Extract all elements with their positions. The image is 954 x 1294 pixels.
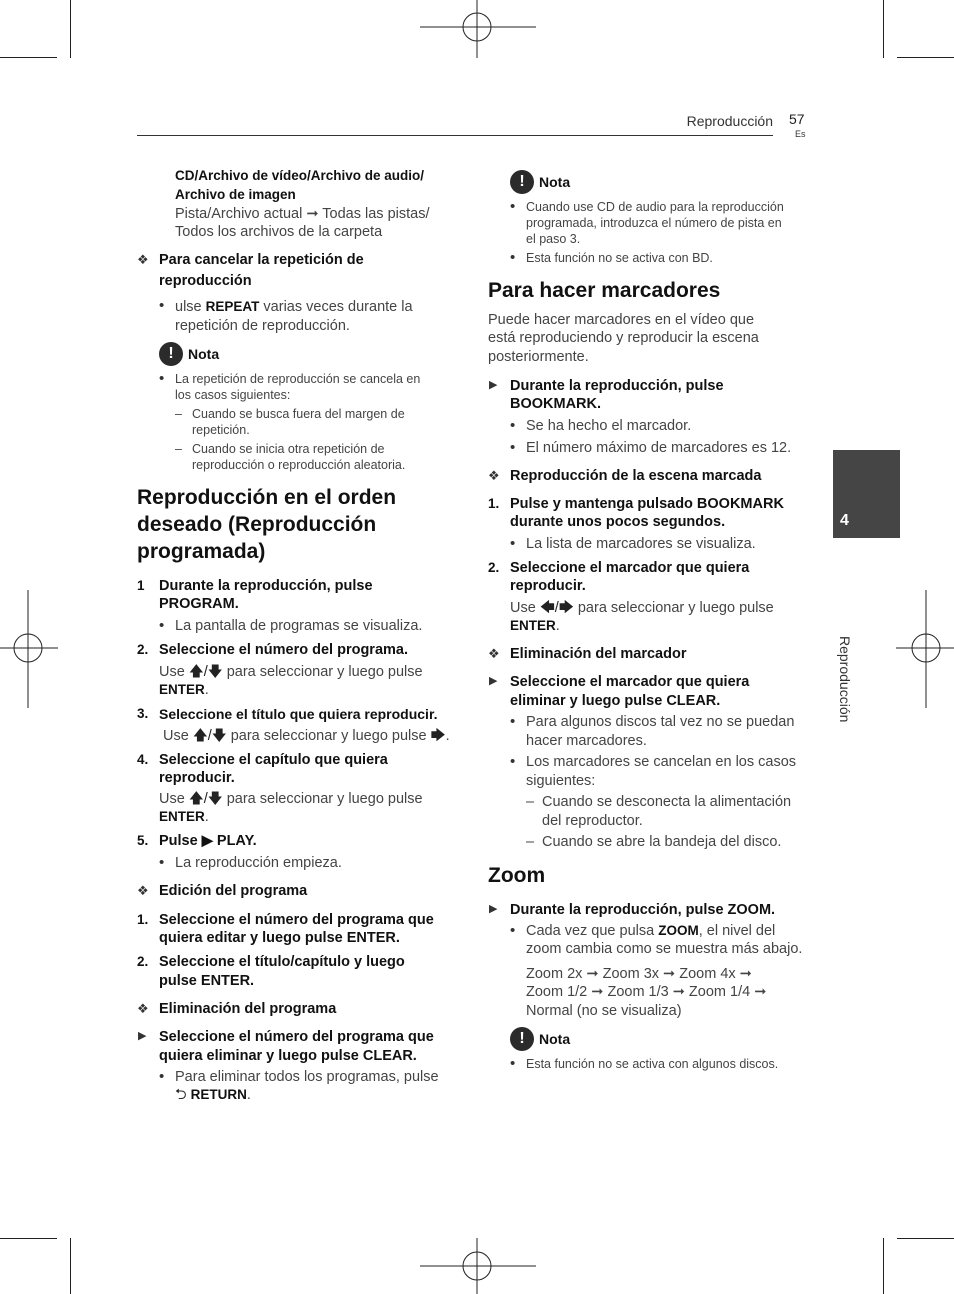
note-text: Cuando se busca fuera del margen de xyxy=(192,407,405,421)
note-text: programada, introduzca el número de pista en xyxy=(526,216,782,230)
registration-mark-icon xyxy=(420,1238,536,1294)
bullet-text: ⮌ RETURN. xyxy=(175,1087,251,1103)
step-text: Seleccione el número del programa. xyxy=(159,642,408,658)
section-heading: Para hacer marcadores xyxy=(488,279,721,302)
bullet-text: repetición de reproducción. xyxy=(175,318,350,334)
subheading: Para cancelar la repetición de xyxy=(159,252,364,268)
header-rule xyxy=(137,135,773,136)
note-text: Esta función no se activa con BD. xyxy=(526,251,713,265)
bullet-icon: • xyxy=(159,617,165,634)
up-down-arrow-icon: 🡅/🡇 xyxy=(192,728,227,744)
subheading: Eliminación del programa xyxy=(159,1001,337,1017)
triangle-icon: ▶ xyxy=(489,675,498,687)
bullet-text: Se ha hecho el marcador. xyxy=(526,418,692,434)
note-text: La repetición de reproducción se cancela en xyxy=(175,372,421,386)
bullet-icon: • xyxy=(159,854,165,871)
section-heading: Zoom xyxy=(488,864,546,887)
chapter-number: 4 xyxy=(840,512,849,529)
step-text: quiera eliminar y luego pulse CLEAR. xyxy=(159,1048,417,1064)
step-number: 3. xyxy=(137,706,149,721)
step-text: reproducir. xyxy=(510,578,586,594)
step-number: 2. xyxy=(137,642,149,657)
left-right-arrow-icon: 🡄/🡆 xyxy=(539,600,574,616)
right-arrow-icon: 🡆 xyxy=(430,728,446,744)
step-text: PROGRAM. xyxy=(159,596,239,612)
step-text: Seleccione el título que quiera reproducir. xyxy=(159,706,438,722)
note-label: Nota xyxy=(188,346,220,362)
language-code: Es xyxy=(795,129,806,139)
triangle-icon: ▶ xyxy=(489,379,498,391)
cd-title: CD/Archivo de vídeo/Archivo de audio/ xyxy=(175,168,425,183)
diamond-icon: ❖ xyxy=(137,252,149,267)
step-text: Durante la reproducción, pulse xyxy=(510,378,724,394)
bullet-text: El número máximo de marcadores es 12. xyxy=(526,440,792,456)
paragraph-text: está reproduciendo y reproducir la escena xyxy=(488,330,759,346)
bullet-icon: • xyxy=(510,417,516,434)
bullet-icon: • xyxy=(510,198,516,215)
step-number: 1. xyxy=(488,496,500,511)
step-number: 2. xyxy=(488,560,500,575)
step-text: Seleccione el marcador que quiera xyxy=(510,560,750,576)
dash-icon: – xyxy=(175,442,182,456)
paragraph-text: posteriormente. xyxy=(488,349,589,365)
step-instruction: Use 🡄/🡆 para seleccionar y luego pulse xyxy=(510,600,774,616)
subheading: Eliminación del marcador xyxy=(510,646,687,662)
bullet-text: ulse REPEAT varias veces durante la xyxy=(175,299,413,315)
bullet-icon: • xyxy=(510,439,516,456)
step-text: pulse ENTER. xyxy=(159,973,255,989)
bullet-text: hacer marcadores. xyxy=(526,733,647,749)
bullet-icon: • xyxy=(510,713,516,730)
step-instruction: ENTER. xyxy=(510,618,560,634)
bullet-icon: • xyxy=(510,1055,516,1072)
note-text: Cuando se inicia otra repetición de xyxy=(192,442,385,456)
bullet-text: La reproducción empieza. xyxy=(175,855,342,871)
step-text: Seleccione el marcador que quiera xyxy=(510,674,750,690)
zoom-sequence: Zoom 2x ➞ Zoom 3x ➞ Zoom 4x ➞ xyxy=(526,966,752,982)
up-down-arrow-icon: 🡅/🡇 xyxy=(188,664,223,680)
bullet-text: Cuando se desconecta la alimentación xyxy=(542,794,792,810)
cd-title: Archivo de imagen xyxy=(175,187,296,202)
zoom-sequence: Zoom 1/2 ➞ Zoom 1/3 ➞ Zoom 1/4 ➞ xyxy=(526,984,767,1000)
step-number: 4. xyxy=(137,752,149,767)
note-label: Nota xyxy=(539,1031,571,1047)
note-text: los casos siguientes: xyxy=(175,388,291,402)
section-heading: programada) xyxy=(137,540,266,563)
bullet-text: Para eliminar todos los programas, pulse xyxy=(175,1069,439,1085)
bullet-text: Cada vez que pulsa ZOOM, el nivel del xyxy=(526,923,776,939)
bullet-text: Los marcadores se cancelan en los casos xyxy=(526,754,797,770)
bullet-text: Cuando se abre la bandeja del disco. xyxy=(542,834,782,850)
step-text: Seleccione el número del programa que xyxy=(159,1029,434,1045)
paragraph-text: Puede hacer marcadores en el vídeo que xyxy=(488,312,755,328)
triangle-icon: ▶ xyxy=(489,903,498,915)
step-number: 2. xyxy=(137,954,149,969)
step-text: Durante la reproducción, pulse ZOOM. xyxy=(510,902,776,918)
step-instruction: ENTER. xyxy=(159,682,209,698)
page-number: 57 xyxy=(789,111,805,127)
section-heading: Reproducción en el orden xyxy=(137,486,397,509)
step-text: Seleccione el número del programa que xyxy=(159,912,434,928)
dash-icon: – xyxy=(526,794,535,810)
step-text: reproducir. xyxy=(159,770,235,786)
step-text: quiera editar y luego pulse ENTER. xyxy=(159,930,400,946)
note-text: repetición. xyxy=(192,423,250,437)
step-text: Seleccione el capítulo que quiera xyxy=(159,752,388,768)
dash-icon: – xyxy=(175,407,182,421)
section-heading: deseado (Reproducción xyxy=(137,513,377,536)
bullet-text: zoom cambia como se muestra más abajo. xyxy=(526,941,803,957)
note-text: el paso 3. xyxy=(526,232,581,246)
step-text: eliminar y luego pulse CLEAR. xyxy=(510,693,721,709)
diamond-icon: ❖ xyxy=(137,1001,149,1016)
step-number: 1 xyxy=(137,578,145,593)
note-text: Esta función no se activa con algunos discos. xyxy=(526,1057,779,1071)
triangle-icon: ▶ xyxy=(138,1030,147,1042)
return-icon: ⮌ xyxy=(175,1087,187,1103)
diamond-icon: ❖ xyxy=(137,883,149,898)
dash-icon: – xyxy=(526,834,535,850)
warning-icon: ! xyxy=(159,342,183,366)
step-number: 1. xyxy=(137,912,149,927)
bullet-icon: • xyxy=(510,753,516,770)
step-text: BOOKMARK. xyxy=(510,396,602,412)
note-text: reproducción o reproducción aleatoria. xyxy=(192,458,406,472)
step-text: Seleccione el título/capítulo y luego xyxy=(159,954,405,970)
step-instruction: ENTER. xyxy=(159,809,209,825)
note-label: Nota xyxy=(539,174,571,190)
step-instruction: Use 🡅/🡇 para seleccionar y luego pulse 🡆. xyxy=(163,728,450,744)
bullet-text: Para algunos discos tal vez no se puedan xyxy=(526,714,795,730)
registration-mark-icon xyxy=(420,0,536,60)
diamond-icon: ❖ xyxy=(488,646,500,661)
step-text: Pulse ▶ PLAY. xyxy=(159,833,257,849)
bullet-text: siguientes: xyxy=(526,773,596,789)
subheading: Reproducción de la escena marcada xyxy=(510,468,762,484)
bullet-text: La pantalla de programas se visualiza. xyxy=(175,618,423,634)
bullet-icon: • xyxy=(510,922,516,939)
chapter-label: Reproducción xyxy=(837,636,853,723)
up-down-arrow-icon: 🡅/🡇 xyxy=(188,791,223,807)
diamond-icon: ❖ xyxy=(488,468,500,483)
subheading: Edición del programa xyxy=(159,883,308,899)
bullet-icon: • xyxy=(510,249,516,266)
subheading: reproducción xyxy=(159,273,252,289)
warning-icon: ! xyxy=(510,1027,534,1051)
bullet-icon: • xyxy=(159,297,165,314)
zoom-sequence: Normal (no se visualiza) xyxy=(526,1003,682,1019)
bullet-icon: • xyxy=(510,535,516,552)
warning-icon: ! xyxy=(510,170,534,194)
step-text: Durante la reproducción, pulse xyxy=(159,578,373,594)
step-instruction: Use 🡅/🡇 para seleccionar y luego pulse xyxy=(159,664,423,680)
cd-text: Todos los archivos de la carpeta xyxy=(175,224,383,240)
step-text: durante unos pocos segundos. xyxy=(510,514,726,530)
note-text: Cuando use CD de audio para la reproducción xyxy=(526,200,784,214)
bullet-text: del reproductor. xyxy=(542,813,643,829)
step-text: Pulse y mantenga pulsado BOOKMARK xyxy=(510,496,784,512)
bullet-icon: • xyxy=(159,370,165,387)
running-header: Reproducción xyxy=(686,113,773,129)
registration-mark-icon xyxy=(896,590,954,708)
step-number: 5. xyxy=(137,833,149,848)
cd-text: Pista/Archivo actual ➞ Todas las pistas/ xyxy=(175,206,430,222)
step-instruction: Use 🡅/🡇 para seleccionar y luego pulse xyxy=(159,791,423,807)
bullet-text: La lista de marcadores se visualiza. xyxy=(526,536,756,552)
bullet-icon: • xyxy=(159,1068,165,1085)
registration-mark-icon xyxy=(0,590,58,708)
